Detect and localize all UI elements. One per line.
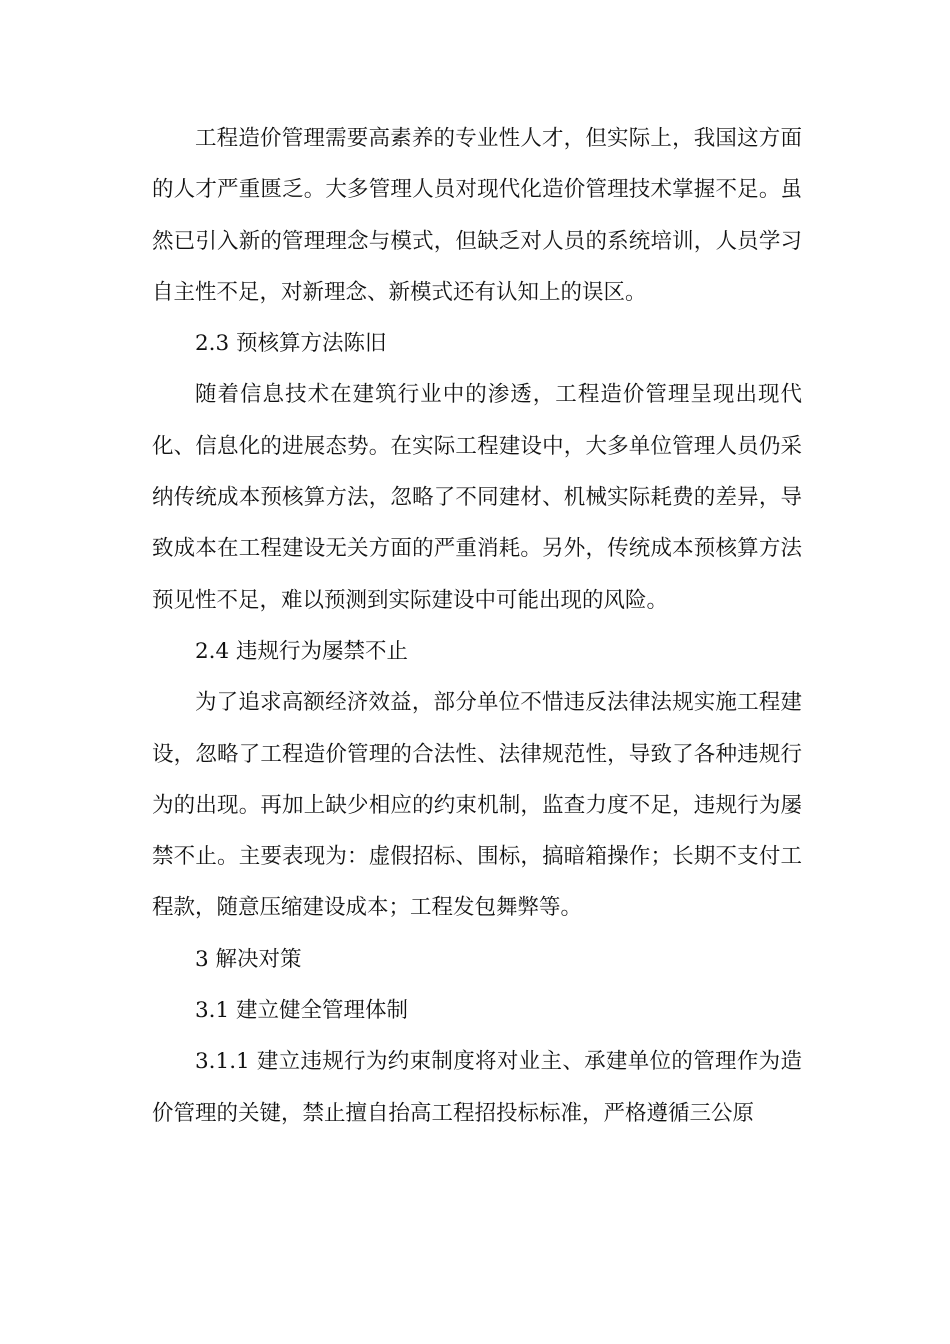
paragraph-violations: 为了追求高额经济效益，部分单位不惜违反法律法规实施工程建设，忽略了工程造价管理的合法性、法律规范性，导致了各种违规行为的出现。再加上缺少相应的约束机制，监查力度不足，违规行为屡禁不止。主要表现为：虚假招标、围标，搞暗箱操作；长期不支付工程款，随意压缩建设成本；工程发包舞弊等。 xyxy=(152,690,802,921)
section-heading-2-3: 2.3 预核算方法陈旧 xyxy=(195,331,387,357)
paragraph-costing-methods: 随着信息技术在建筑行业中的渗透，工程造价管理呈现出现代化、信息化的进展态势。在实际工程建设中，大多单位管理人员仍采纳传统成本预核算方法，忽略了不同建材、机械实际耗费的差异，导致成本在工程建设无关方面的严重消耗。另外，传统成本预核算方法预见性不足，难以预测到实际建设中可能出现的风险。 xyxy=(152,382,802,613)
section-heading-3: 3 解决对策 xyxy=(195,946,302,972)
section-heading-2-4: 2.4 违规行为屡禁不止 xyxy=(195,638,409,664)
paragraph-talent-shortage: 工程造价管理需要高素养的专业性人才，但实际上，我国这方面的人才严重匮乏。大多管理人员对现代化造价管理技术掌握不足。虽然已引入新的管理理念与模式，但缺乏对人员的系统培训，人员学习自主性不足，对新理念、新模式还有认知上的误区。 xyxy=(152,126,802,305)
paragraph-constraint-system: 3.1.1 建立违规行为约束制度将对业主、承建单位的管理作为造价管理的关键，禁止擅自抬高工程招投标标准，严格遵循三公原 xyxy=(152,1049,802,1126)
document-body xyxy=(152,113,802,1139)
section-heading-3-1: 3.1 建立健全管理体制 xyxy=(195,998,409,1024)
